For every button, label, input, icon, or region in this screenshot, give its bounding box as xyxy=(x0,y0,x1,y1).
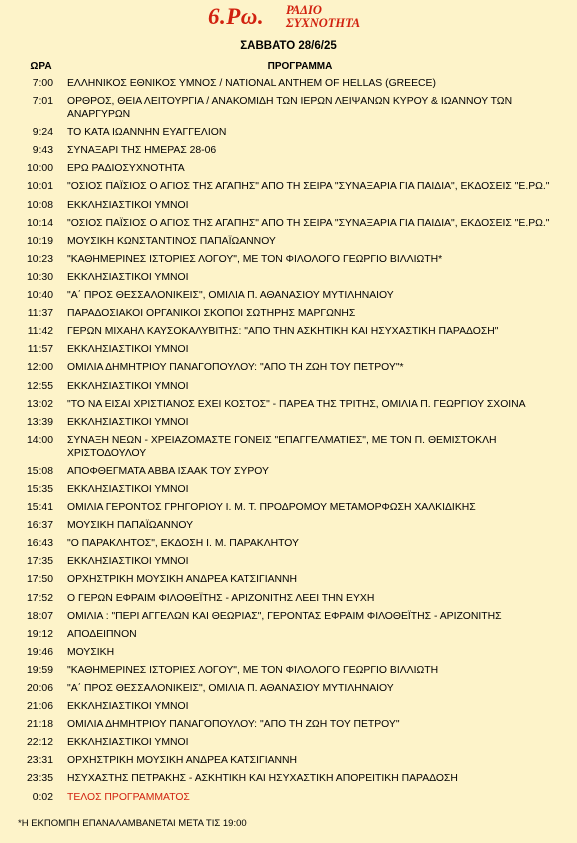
schedule-program: ΕΛΛΗΝΙΚΟΣ ΕΘΝΙΚΟΣ ΥΜΝΟΣ / NATIONAL ANTHEM OF HELLAS (GREECE) xyxy=(67,78,436,89)
schedule-time: 14:00 xyxy=(26,434,53,446)
schedule-row xyxy=(0,217,577,230)
schedule-program: ΗΣΥΧΑΣΤΗΣ ΠΕΤΡΑΚΗΣ - ΑΣΚΗΤΙΚΗ ΚΑΙ ΗΣΥΧΑΣΤΙΚΗ ΑΠΟΡΕΙΤΙΚΗ ΠΑΡΑΔΟΣΗ xyxy=(67,773,458,785)
schedule-program: ΑΠΟΦΘΕΓΜΑΤΑ ΑΒΒΑ ΙΣΑΑΚ ΤΟΥ ΣΥΡΟΥ xyxy=(67,465,269,477)
schedule-time: 20:06 xyxy=(26,683,53,694)
schedule-program: ΕΚΚΛΗΣΙΑΣΤΙΚΟΙ ΥΜΝΟΙ xyxy=(67,483,189,495)
schedule-row xyxy=(0,307,577,320)
schedule-program: "Α΄ ΠΡΟΣ ΘΕΣΣΑΛΟΝΙΚΕΙΣ", ΟΜΙΛΙΑ Π. ΑΘΑΝΑΣΙΟΥ ΜΥΤΙΛΗΝΑΙΟΥ xyxy=(67,683,394,694)
schedule-time: 17:50 xyxy=(26,574,53,586)
schedule-time: 13:39 xyxy=(26,416,53,428)
schedule-time: 10:08 xyxy=(26,199,53,211)
schedule-program: ΟΡΧΗΣΤΡΙΚΗ ΜΟΥΣΙΚΗ ΑΝΔΡΕΑ ΚΑΤΣΙΓΙΑΝΝΗ xyxy=(67,755,298,767)
schedule-row xyxy=(0,144,577,157)
schedule-program: Ο ΓΕΡΩΝ ΕΦΡΑΙΜ ΦΙΛΟΘΕΪΤΗΣ - ΑΡΙΖΟΝΙΤΗΣ ΛΕΕΙ ΤΗΝ ΕΥΧΗ xyxy=(67,592,375,604)
schedule-time: 11:57 xyxy=(27,344,53,356)
schedule-time: 13:02 xyxy=(26,398,53,410)
schedule-program: ΜΟΥΣΙΚΗ ΚΩΝΣΤΑΝΤΙΝΟΣ ΠΑΠΑΪΩΑΝΝΟΥ xyxy=(67,235,276,247)
header xyxy=(0,2,577,42)
schedule-row xyxy=(0,537,577,550)
schedule-time: 0:02 xyxy=(32,791,53,803)
schedule-time: 10:00 xyxy=(26,163,53,175)
schedule-program: ΕΚΚΛΗΣΙΑΣΤΙΚΟΙ ΥΜΝΟΙ xyxy=(67,380,189,392)
schedule-program: ΤΟ ΚΑΤΑ ΙΩΑΝΝΗΝ ΕΥΑΓΓΕΛΙΟΝ xyxy=(67,127,227,139)
program-column-header: ΠΡΟΓΡΑΜΜΑ xyxy=(267,61,333,72)
schedule-program: "ΚΑΘΗΜΕΡΙΝΕΣ ΙΣΤΟΡΙΕΣ ΛΟΓΟΥ", ΜΕ ΤΟΝ ΦΙΛΟΛΟΓΟ ΓΕΩΡΓΙΟ ΒΙΛΛΙΩΤΗ* xyxy=(67,253,443,265)
schedule-program: ΤΕΛΟΣ ΠΡΟΓΡΑΜΜΑΤΟΣ xyxy=(67,791,190,803)
schedule-program: ΓΕΡΩΝ ΜΙΧΑΗΛ ΚΑΥΣΟΚΑΛΥΒΙΤΗΣ: "ΑΠΟ ΤΗΝ ΑΣΚΗΤΙΚΗ ΚΑΙ ΗΣΥΧΑΣΤΙΚΗ ΠΑΡΑΔΟΣΗ" xyxy=(67,326,499,338)
schedule-row xyxy=(0,380,577,393)
schedule-program: ΟΜΙΛΙΑ ΔΗΜΗΤΡΙΟΥ ΠΑΝΑΓΟΠΟΥΛΟΥ: "ΑΠΟ ΤΗ ΖΩΗ ΤΟΥ ΠΕΤΡΟΥ"* xyxy=(67,362,404,374)
schedule-program: ΕΚΚΛΗΣΙΑΣΤΙΚΟΙ ΥΜΝΟΙ xyxy=(67,271,189,283)
schedule-time: 17:52 xyxy=(26,592,53,604)
schedule-row xyxy=(0,199,577,212)
schedule-time: 7:00 xyxy=(32,78,53,89)
schedule-time: 10:14 xyxy=(26,217,53,229)
schedule-time: 23:35 xyxy=(26,773,53,785)
schedule-time: 17:35 xyxy=(26,556,53,568)
schedule-row xyxy=(0,664,577,677)
time-column-header: ΩΡΑ xyxy=(30,61,52,72)
schedule-time: 10:19 xyxy=(26,235,53,247)
schedule-program: ΕΡΩ ΡΑΔΙΟΣΥΧΝΟΤΗΤΑ xyxy=(67,163,185,175)
schedule-time: 23:31 xyxy=(26,755,53,767)
schedule-program: ΕΚΚΛΗΣΙΑΣΤΙΚΟΙ ΥΜΝΟΙ xyxy=(67,737,189,749)
schedule-row xyxy=(0,180,577,193)
schedule-program: ΣΥΝΑΞΗ ΝΕΩΝ - ΧΡΕΙΑΖΟΜΑΣΤΕ ΓΟΝΕΙΣ "ΕΠΑΓΓΕΛΜΑΤΙΕΣ", ΜΕ ΤΟΝ Π. ΘΕΜΙΣΤΟΚΛΗ ΧΡΙΣΤΟΔΟΥΛΟΥ xyxy=(67,434,497,459)
schedule-time: 10:01 xyxy=(26,181,53,193)
schedule-program: ΣΥΝΑΞΑΡΙ ΤΗΣ ΗΜΕΡΑΣ 28-06 xyxy=(67,145,217,157)
schedule-program: ΜΟΥΣΙΚΗ ΠΑΠΑΪΩΑΝΝΟΥ xyxy=(67,520,194,532)
schedule-time: 15:41 xyxy=(26,502,53,514)
schedule-row xyxy=(0,555,577,568)
schedule-row xyxy=(0,646,577,659)
schedule-row xyxy=(0,501,577,514)
schedule-program: ΕΚΚΛΗΣΙΑΣΤΙΚΟΙ ΥΜΝΟΙ xyxy=(67,344,189,356)
schedule-program: ΟΡΧΗΣΤΡΙΚΗ ΜΟΥΣΙΚΗ ΑΝΔΡΕΑ ΚΑΤΣΙΓΙΑΝΝΗ xyxy=(67,574,298,586)
schedule-program: ΕΚΚΛΗΣΙΑΣΤΙΚΟΙ ΥΜΝΟΙ xyxy=(67,556,189,568)
schedule-program: "ΤΟ ΝΑ ΕΙΣΑΙ ΧΡΙΣΤΙΑΝΟΣ ΕΧΕΙ ΚΟΣΤΟΣ" - ΠΑΡΕΑ ΤΗΣ ΤΡΙΤΗΣ, ΟΜΙΛΙΑ Π. ΓΕΩΡΓΙΟΥ ΣΧΟΙΝΑ xyxy=(67,398,526,410)
schedule-program: ΟΜΙΛΙΑ ΓΕΡΟΝΤΟΣ ΓΡΗΓΟΡΙΟΥ Ι. Μ. Τ. ΠΡΟΔΡΟΜΟΥ ΜΕΤΑΜΟΡΦΩΣΗ ΧΑΛΚΙΔΙΚΗΣ xyxy=(67,502,476,514)
schedule-row xyxy=(0,434,577,460)
schedule-program: ΕΚΚΛΗΣΙΑΣΤΙΚΟΙ ΥΜΝΟΙ xyxy=(67,199,189,211)
schedule-time: 18:07 xyxy=(26,610,53,622)
schedule-program: ΟΜΙΛΙΑ : "ΠΕΡΙ ΑΓΓΕΛΩΝ ΚΑΙ ΘΕΩΡΙΑΣ", ΓΕΡΟΝΤΑΣ ΕΦΡΑΙΜ ΦΙΛΟΘΕΪΤΗΣ - ΑΡΙΖΟΝΙΤΗΣ xyxy=(67,610,502,622)
schedule-time: 12:00 xyxy=(26,362,53,374)
schedule-time: 9:43 xyxy=(32,145,53,157)
schedule-time: 16:37 xyxy=(26,520,53,532)
schedule-program: ΕΚΚΛΗΣΙΑΣΤΙΚΟΙ ΥΜΝΟΙ xyxy=(67,416,189,428)
schedule-time: 10:23 xyxy=(26,253,53,265)
schedule-row xyxy=(0,416,577,429)
station-logo: 6.Ρω. xyxy=(208,4,265,29)
schedule-row xyxy=(0,519,577,532)
schedule-row xyxy=(0,325,577,338)
schedule-time: 16:43 xyxy=(26,538,53,550)
schedule-time: 19:12 xyxy=(26,628,53,640)
schedule-row xyxy=(0,610,577,623)
schedule-row xyxy=(0,772,577,785)
schedule-row xyxy=(0,271,577,284)
station-name xyxy=(286,4,360,30)
station-name-line2: ΣΥΧΝΟΤΗΤΑ xyxy=(286,16,361,30)
schedule-program: "ΚΑΘΗΜΕΡΙΝΕΣ ΙΣΤΟΡΙΕΣ ΛΟΓΟΥ", ΜΕ ΤΟΝ ΦΙΛΟΛΟΓΟ ΓΕΩΡΓΙΟ ΒΙΛΛΙΩΤΗ xyxy=(67,664,439,676)
schedule-row xyxy=(0,77,577,90)
schedule-row xyxy=(0,791,577,804)
station-name-line1: ΡΑΔΙΟ xyxy=(286,3,322,17)
schedule-time: 19:46 xyxy=(26,646,53,658)
schedule-time: 15:35 xyxy=(26,483,53,495)
schedule-row xyxy=(0,682,577,695)
schedule-row xyxy=(0,573,577,586)
schedule-time: 21:18 xyxy=(26,719,53,731)
schedule-time: 12:55 xyxy=(26,380,53,392)
schedule-time: 7:01 xyxy=(32,96,53,108)
schedule-program: ΟΜΙΛΙΑ ΔΗΜΗΤΡΙΟΥ ΠΑΝΑΓΟΠΟΥΛΟΥ: "ΑΠΟ ΤΗ ΖΩΗ ΤΟΥ ΠΕΤΡΟΥ" xyxy=(67,719,400,731)
schedule-program: "ΟΣΙΟΣ ΠΑΪΣΙΟΣ Ο ΑΓΙΟΣ ΤΗΣ ΑΓΑΠΗΣ" ΑΠΟ ΤΗ ΣΕΙΡΑ "ΣΥΝΑΞΑΡΙΑ ΓΙΑ ΠΑΙΔΙΑ", ΕΚΔΟΣΕΙΣ "Ε.ΡΩ." xyxy=(67,217,550,229)
schedule-row xyxy=(0,754,577,767)
schedule-time: 11:42 xyxy=(27,326,53,338)
schedule-row xyxy=(0,95,577,121)
schedule-time: 22:12 xyxy=(26,737,53,749)
schedule-row xyxy=(0,628,577,641)
schedule-row xyxy=(0,289,577,302)
schedule-program: "Α΄ ΠΡΟΣ ΘΕΣΣΑΛΟΝΙΚΕΙΣ", ΟΜΙΛΙΑ Π. ΑΘΑΝΑΣΙΟΥ ΜΥΤΙΛΗΝΑΙΟΥ xyxy=(67,290,394,302)
schedule-row xyxy=(0,253,577,266)
schedule-row xyxy=(0,718,577,731)
schedule-program: ΑΠΟΔΕΙΠΝΟΝ xyxy=(67,628,137,640)
schedule-time: 19:59 xyxy=(26,664,53,676)
schedule-row xyxy=(0,361,577,374)
schedule-row xyxy=(0,465,577,478)
schedule-program: "Ο ΠΑΡΑΚΛΗΤΟΣ", ΕΚΔΟΣΗ Ι. Μ. ΠΑΡΑΚΛΗΤΟΥ xyxy=(67,538,299,550)
schedule-list xyxy=(0,77,577,809)
schedule-row xyxy=(0,235,577,248)
schedule-date: ΣΑΒΒΑΤΟ 28/6/25 xyxy=(240,40,337,52)
schedule-row xyxy=(0,398,577,411)
schedule-time: 10:40 xyxy=(26,290,53,302)
schedule-row xyxy=(0,162,577,175)
schedule-program: "ΟΣΙΟΣ ΠΑΪΣΙΟΣ Ο ΑΓΙΟΣ ΤΗΣ ΑΓΑΠΗΣ" ΑΠΟ ΤΗ ΣΕΙΡΑ "ΣΥΝΑΞΑΡΙΑ ΓΙΑ ΠΑΙΔΙΑ", ΕΚΔΟΣΕΙΣ "Ε.ΡΩ." xyxy=(67,181,550,193)
schedule-row xyxy=(0,592,577,605)
schedule-row xyxy=(0,736,577,749)
schedule-time: 10:30 xyxy=(26,271,53,283)
footnote: *Η ΕΚΠΟΜΠΗ ΕΠΑΝΑΛΑΜΒΑΝΕΤΑΙ ΜΕΤΑ ΤΙΣ 19:00 xyxy=(18,818,247,829)
schedule-row xyxy=(0,700,577,713)
schedule-row xyxy=(0,126,577,139)
schedule-time: 9:24 xyxy=(32,127,53,139)
schedule-program: ΠΑΡΑΔΟΣΙΑΚΟΙ ΟΡΓΑΝΙΚΟΙ ΣΚΟΠΟΙ ΣΩΤΗΡΗΣ ΜΑΡΓΩΝΗΣ xyxy=(67,308,356,320)
schedule-program: ΕΚΚΛΗΣΙΑΣΤΙΚΟΙ ΥΜΝΟΙ xyxy=(67,701,189,713)
schedule-row xyxy=(0,483,577,496)
schedule-time: 21:06 xyxy=(26,701,53,713)
schedule-time: 15:08 xyxy=(26,465,53,477)
schedule-time: 11:37 xyxy=(27,308,53,320)
schedule-program: ΜΟΥΣΙΚΗ xyxy=(67,646,115,658)
schedule-row xyxy=(0,343,577,356)
schedule-program: ΟΡΘΡΟΣ, ΘΕΙΑ ΛΕΙΤΟΥΡΓΙΑ / ΑΝΑΚΟΜΙΔΗ ΤΩΝ ΙΕΡΩΝ ΛΕΙΨΑΝΩΝ ΚΥΡΟΥ & ΙΩΑΝΝΟΥ ΤΩΝ ΑΝΑΡΓΥΡΩΝ xyxy=(67,96,513,121)
